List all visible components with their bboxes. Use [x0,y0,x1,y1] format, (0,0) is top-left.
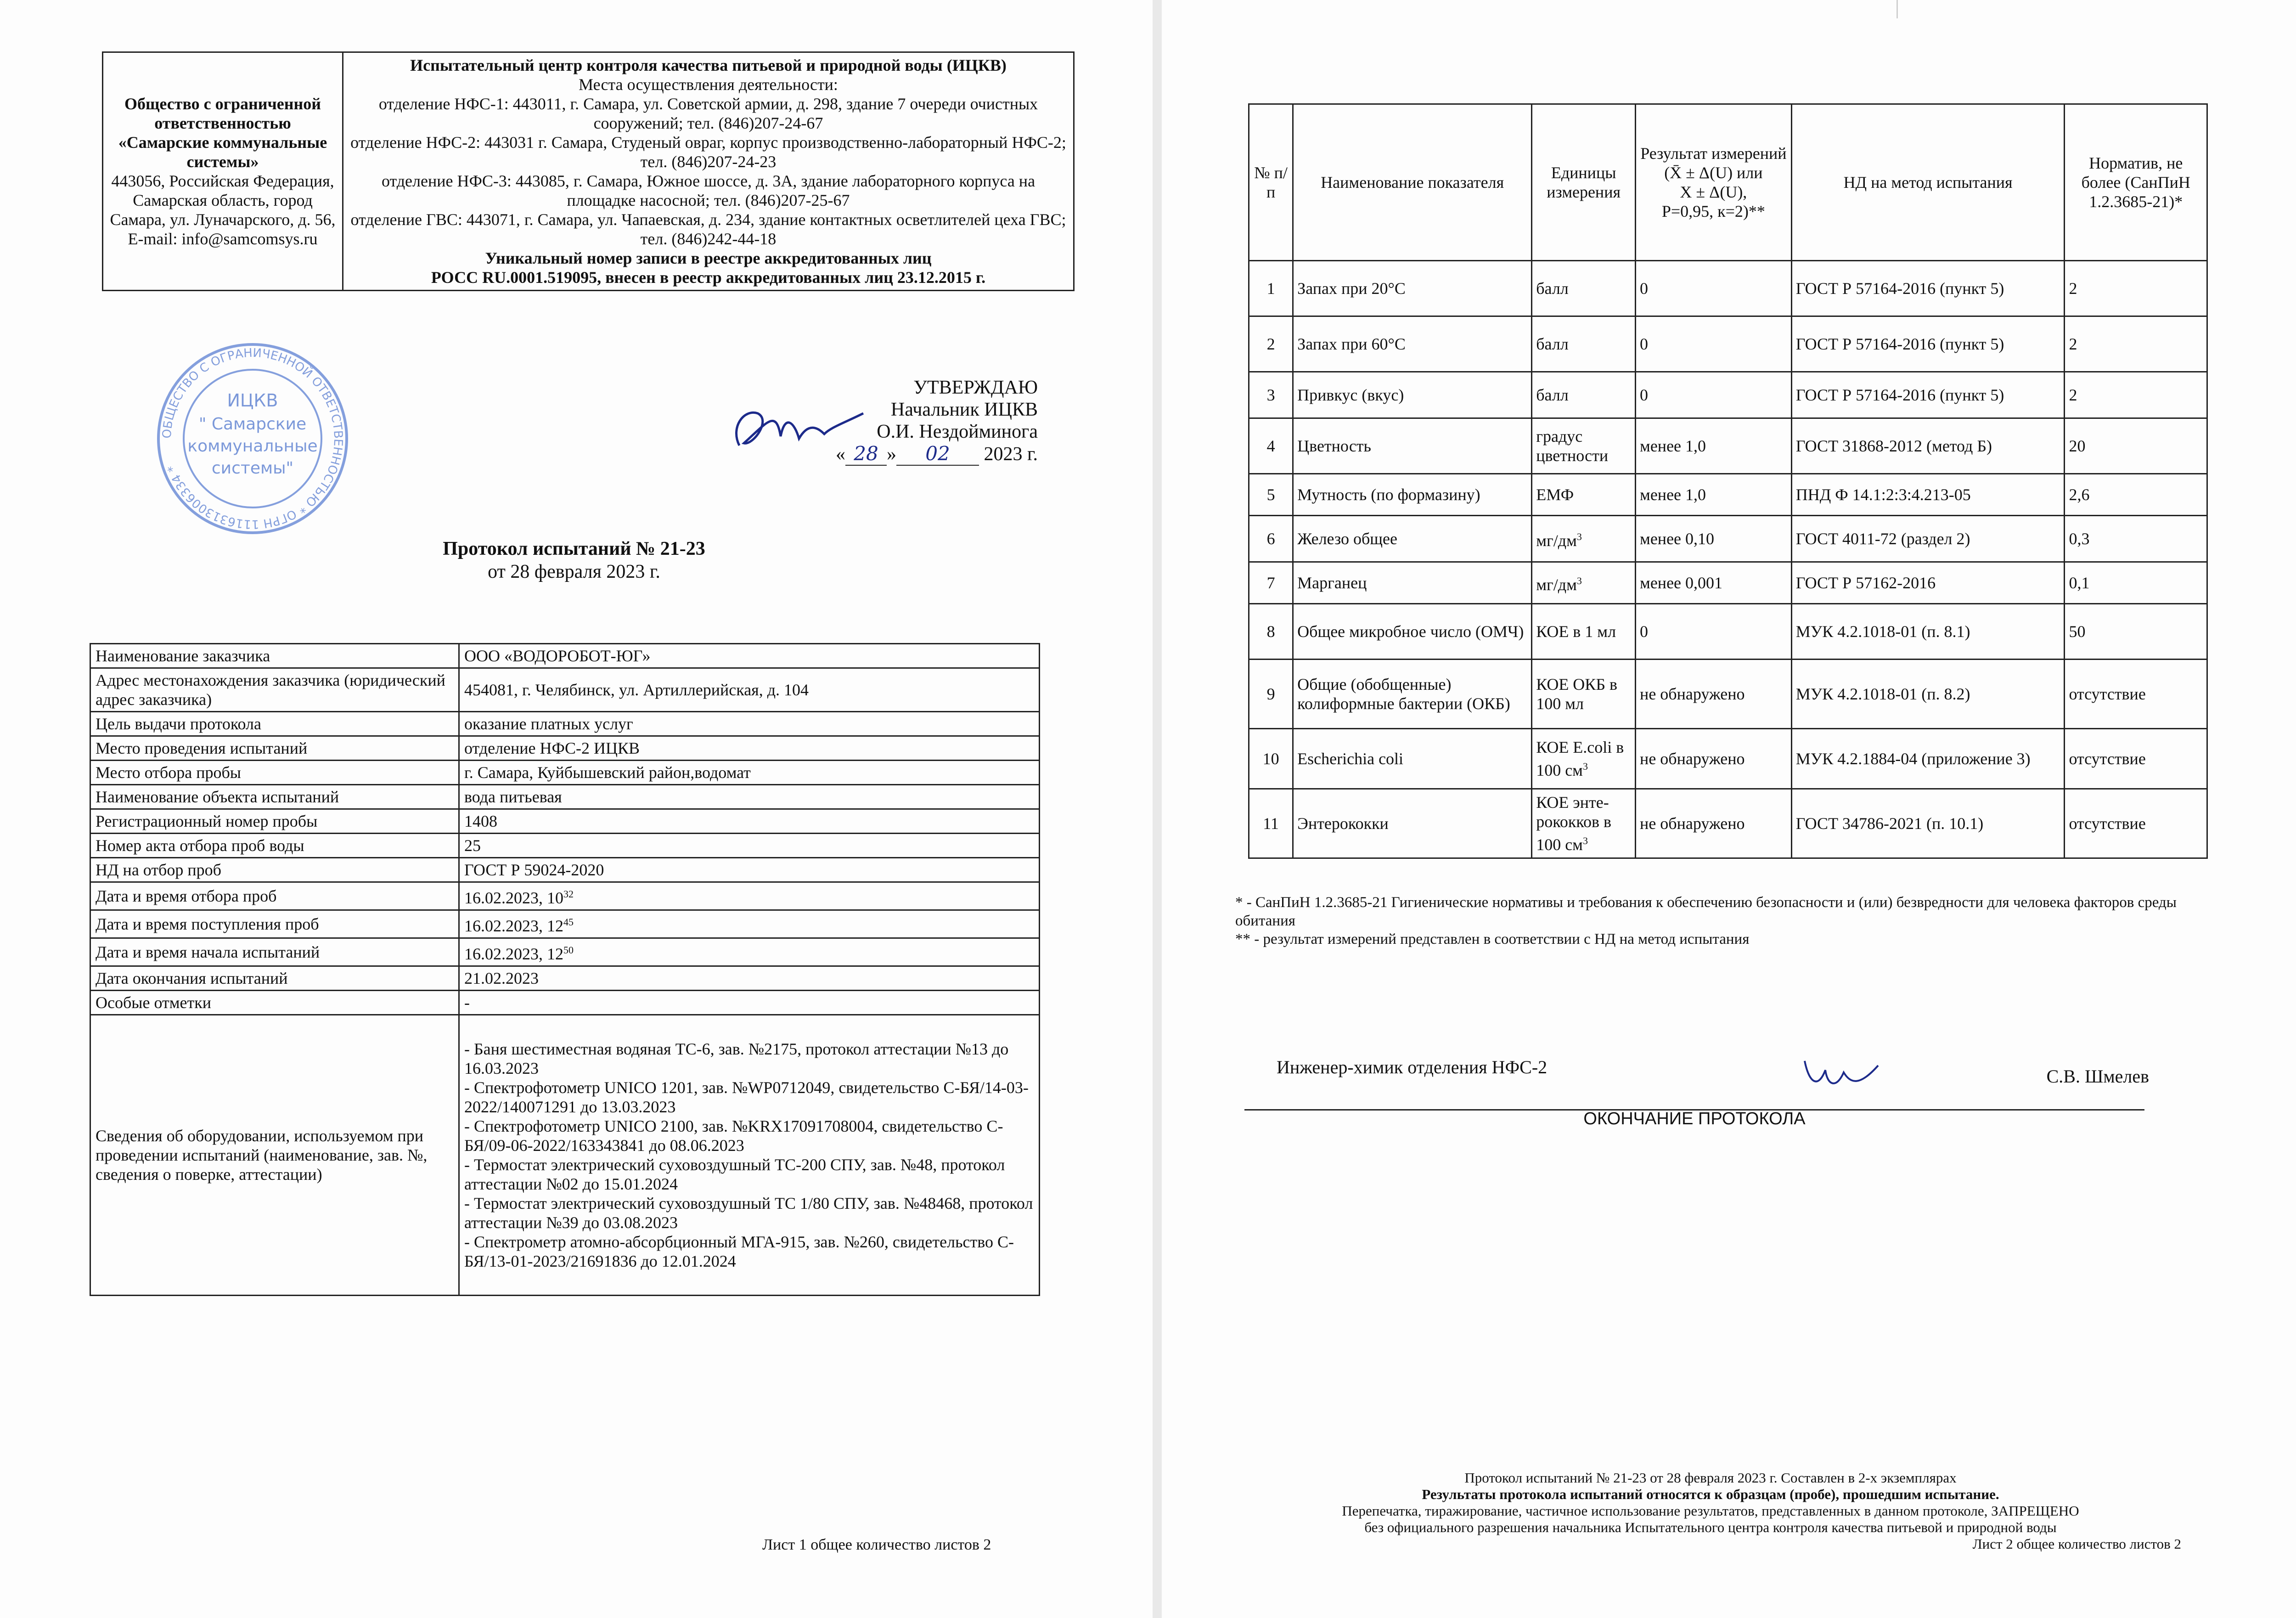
result-method [1791,516,2065,562]
result-norm [2065,261,2207,316]
info-row [90,668,1040,712]
result-unit [1532,562,1636,604]
info-value-text: 16.02.2023, 12 [464,945,563,963]
result-name [1293,604,1532,660]
result-num-text: 5 [1266,485,1275,504]
info-key: Регистрационный номер пробы [90,809,459,834]
info-value [459,938,1040,966]
engineer-role: Инженер-химик отделения НФС-2 [1277,1057,1548,1077]
result-header-2: (X̄ ± Δ(U) или [1664,163,1763,182]
unit-exponent: 3 [1576,575,1582,586]
info-row [90,712,1040,736]
sheet-number-1: Лист 1 общее количество листов 2 [762,1536,991,1553]
info-value-text: г. Самара, Куйбышевский район,водомат [464,763,751,782]
info-key: Особые отметки [90,991,459,1015]
info-value-text: 25 [464,836,481,855]
result-norm-text: отсутствие [2069,685,2146,703]
result-norm-text: 2 [2069,386,2077,404]
scan-edge [1896,0,1898,18]
result-norm-text: отсутствие [2069,814,2146,833]
col-unit-header: Единицы измерения [1532,104,1636,261]
result-method [1791,562,2065,604]
info-key: Наименование объекта испытаний [90,785,459,809]
result-value-text: 0 [1640,335,1649,353]
info-value-text: 16.02.2023, 12 [464,917,563,935]
info-value [459,809,1040,834]
approve-date: « 28 » 02 2023 г. [836,442,1038,465]
result-unit [1532,729,1636,789]
dept-1: отделение НФС-1: 443011, г. Самара, ул. Советской армии, д. 298, здание 7 очереди очистных сооружений; тел. (846)207-24-67 [378,95,1038,132]
result-method-text: ГОСТ 4011-72 (раздел 2) [1795,530,1970,548]
dept-3: отделение НФС-3: 443085, г. Самара, Южное шоссе, д. 3А, здание лабораторного корпуса на площадке насосной; тел. (846)207-25-67 [381,172,1035,209]
result-row [1249,474,2207,516]
result-num-text: 1 [1266,279,1275,298]
info-row [90,882,1040,910]
note-1: * - СанПиН 1.2.3685-21 Гигиенические нормативы и требования к обеспечению безопасности и (или) безвредности для человека факторов среды обитания [1235,894,2177,929]
info-key: НД на отбор проб [90,858,459,882]
result-unit-text: балл [1536,279,1569,298]
org-email: E-mail: info@samcomsys.ru [128,230,318,248]
stamp-ring-text: ОБЩЕСТВО С ОГРАНИЧЕННОЙ ОТВЕТСТВЕННОСТЬЮ * ОГРН 1116313006334 * [160,346,345,531]
col-norm-header: Норматив, не более (СанПиН 1.2.3685-21)* [2065,104,2207,261]
info-value-text: 16.02.2023, 10 [464,889,563,907]
info-row [90,761,1040,785]
result-unit [1532,372,1636,418]
protocol-title-block [276,537,872,583]
info-row [90,910,1040,938]
result-row [1249,660,2207,729]
approve-label: УТВЕРЖДАЮ [913,377,1038,398]
result-unit-text: КОЕ E.coli в 100 см [1536,738,1624,779]
result-unit [1532,660,1636,729]
info-value [459,712,1040,736]
info-value [459,882,1040,910]
stamp-line-3: коммунальные [187,437,318,456]
result-norm-text: 2 [2069,335,2077,353]
result-value-text: 0 [1640,386,1649,404]
result-name-text: Escherichia coli [1297,750,1404,768]
result-value-text: не обнаружено [1640,750,1745,768]
result-num [1249,316,1293,372]
info-table [90,643,1040,1296]
result-name-text: Запах при 20°С [1297,279,1406,298]
unit-exponent: 3 [1582,835,1588,846]
info-value-text: 21.02.2023 [464,969,539,987]
result-value-text: менее 1,0 [1640,437,1706,455]
result-row [1249,372,2207,418]
approve-position: Начальник ИЦКВ [890,399,1038,420]
col-num-header: № п/п [1249,104,1293,261]
info-value [459,966,1040,991]
info-value [459,644,1040,668]
footer-line-1: Протокол испытаний № 21-23 от 28 февраля 2023 г. Составлен в 2-х экземплярах [1464,1470,1957,1486]
result-norm-text: 20 [2069,437,2086,455]
result-num [1249,418,1293,474]
result-num-text: 11 [1263,814,1279,833]
result-norm-text: 2 [2069,279,2077,298]
result-name-text: Привкус (вкус) [1297,386,1404,404]
info-row [90,938,1040,966]
result-norm-text: 50 [2069,622,2086,641]
info-value-minutes: 45 [563,916,574,928]
result-norm [2065,729,2207,789]
info-value [459,834,1040,858]
org-address: 443056, Российская Федерация, Самарская область, город Самара, ул. Луначарского, д. 56, [110,172,336,229]
results-table [1248,103,2208,859]
result-method-text: ГОСТ Р 57164-2016 (пункт 5) [1795,335,2004,353]
note-2: ** - результат измерений представлен в соответствии с НД на метод испытания [1235,931,1750,947]
result-value-text: не обнаружено [1640,814,1745,833]
result-method [1791,604,2065,660]
result-num [1249,372,1293,418]
equipment-item: - Термостат электрический суховоздушный ТС 1/80 СПУ, зав. №48468, протокол аттестации №39 до 03.08.2023 [464,1194,1033,1232]
result-value [1636,316,1792,372]
footer-line-3: Перепечатка, тиражирование, частичное использование результатов, представленных в данном протоколе, ЗАПРЕЩЕНО [1342,1503,2079,1519]
result-name [1293,562,1532,604]
result-value [1636,660,1792,729]
result-num-text: 4 [1266,437,1275,455]
info-key: Наименование заказчика [90,644,459,668]
result-name-text: Общие (обобщенные) колиформные бактерии (ОКБ) [1297,675,1510,713]
result-name [1293,261,1532,316]
footer-line-4: без официального разрешения начальника Испытательного центра контроля качества питьевой и природной воды [1364,1519,2057,1535]
result-row [1249,516,2207,562]
info-value [459,761,1040,785]
result-num-text: 2 [1266,335,1275,353]
result-value [1636,604,1792,660]
approve-month: 02 [896,443,979,466]
result-num [1249,562,1293,604]
approval-block [716,377,1038,466]
result-name-text: Железо общее [1297,530,1397,548]
result-unit-text: ЕМФ [1536,485,1574,504]
result-row [1249,604,2207,660]
result-value [1636,516,1792,562]
info-row [90,834,1040,858]
result-value-text: менее 0,10 [1640,530,1715,548]
info-value [459,736,1040,761]
col-name-header: Наименование показателя [1293,104,1532,261]
result-unit-text: мг/дм [1536,531,1577,550]
info-value-text: - [464,993,470,1012]
result-header-4: Р=0,95, к=2)** [1661,202,1765,220]
result-method-text: ГОСТ Р 57162-2016 [1795,574,1936,592]
engineer-name: С.В. Шмелев [2046,1066,2149,1087]
info-key: Дата окончания испытаний [90,966,459,991]
approve-year: 2023 г. [984,444,1038,465]
result-method [1791,474,2065,516]
result-norm [2065,474,2207,516]
result-row [1249,789,2207,858]
info-row [90,736,1040,761]
result-method [1791,418,2065,474]
result-method-text: ГОСТ Р 57164-2016 (пункт 5) [1795,386,2004,404]
result-method-text: МУК 4.2.1884-04 (приложение 3) [1795,750,2031,768]
result-value [1636,562,1792,604]
result-norm [2065,789,2207,858]
result-value [1636,474,1792,516]
info-value [459,991,1040,1015]
result-name [1293,418,1532,474]
result-unit [1532,604,1636,660]
result-method-text: ГОСТ 31868-2012 (метод Б) [1795,437,1992,455]
equipment-item: - Термостат электрический суховоздушный ТС-200 СПУ, зав. №48, протокол аттестации №02 до 15.01.2024 [464,1156,1005,1193]
result-row [1249,261,2207,316]
info-key: Дата и время начала испытаний [90,938,459,966]
result-unit-text: балл [1536,386,1569,404]
result-method-text: ГОСТ 34786-2021 (п. 10.1) [1795,814,1984,833]
result-unit-text: градус цветности [1536,427,1609,465]
result-method-text: МУК 4.2.1018-01 (п. 8.1) [1795,622,1970,641]
sheet-number-2: Лист 2 общее количество листов 2 [1972,1536,2181,1552]
result-name-text: Мутность (по формазину) [1297,485,1480,504]
result-unit-text: балл [1536,335,1569,353]
result-method [1791,316,2065,372]
engineer-signature [1800,1052,1883,1093]
dept-2: отделение НФС-2: 443031 г. Самара, Студеный овраг, корпус производственно-лабораторный НФС-2; тел. (846)207-24-23 [350,133,1066,171]
result-row [1249,562,2207,604]
info-key: Номер акта отбора проб воды [90,834,459,858]
info-value-text: вода питьевая [464,788,562,806]
info-row [90,785,1040,809]
info-value-text: оказание платных услуг [464,715,633,733]
result-method [1791,660,2065,729]
result-norm [2065,372,2207,418]
result-norm [2065,316,2207,372]
result-norm-text: отсутствие [2069,750,2146,768]
result-row [1249,418,2207,474]
info-row [90,809,1040,834]
result-unit [1532,474,1636,516]
result-value-text: 0 [1640,279,1649,298]
unit-exponent: 3 [1576,531,1582,542]
info-value [459,668,1040,712]
equipment-label: Сведения об оборудовании, используемом при проведении испытаний (наименование, зав. №, сведения о поверке, аттестации) [90,1015,459,1296]
approve-day: 28 [845,443,887,466]
result-method [1791,789,2065,858]
result-unit [1532,418,1636,474]
result-name [1293,660,1532,729]
col-method-header: НД на метод испытания [1791,104,2065,261]
result-name [1293,729,1532,789]
result-name-text: Запах при 60°С [1297,335,1406,353]
places-title: Места осуществления деятельности: [579,75,838,94]
info-key: Цель выдачи протокола [90,712,459,736]
info-value-text: отделение НФС-2 ИЦКВ [464,739,640,757]
result-unit [1532,516,1636,562]
info-row [90,858,1040,882]
result-name-text: Марганец [1297,574,1367,592]
unit-exponent: 3 [1582,761,1588,772]
approve-name: О.И. Нездойминога [877,421,1038,442]
result-name-text: Цветность [1297,437,1371,455]
result-value [1636,261,1792,316]
result-unit-text: КОЕ энте-рококков в 100 см [1536,793,1612,854]
result-num [1249,474,1293,516]
result-unit-text: КОЕ ОКБ в 100 мл [1536,675,1617,713]
result-value-text: 0 [1640,622,1649,641]
result-method [1791,372,2065,418]
info-key: Дата и время отбора проб [90,882,459,910]
org-cell [103,52,343,291]
notes-block [1235,893,2181,948]
result-unit [1532,316,1636,372]
result-value [1636,789,1792,858]
info-value [459,858,1040,882]
stamp-line-4: системы" [211,459,294,478]
equipment-item: - Баня шестиместная водяная ТС-6, зав. №2175, протокол аттестации №13 до 16.03.2023 [464,1040,1009,1077]
result-name-text: Энтерококки [1297,814,1389,833]
info-value-minutes: 50 [563,944,574,956]
center-cell [343,52,1074,291]
info-key: Дата и время поступления проб [90,910,459,938]
result-num [1249,516,1293,562]
stamp-line-1: ИЦКВ [227,390,278,411]
org-name: Общество с ограниченной ответственностью «Самарские коммунальные системы» [118,95,327,171]
protocol-title: Протокол испытаний № 21-23 [443,538,705,559]
stamp-line-2: " Самарские [198,415,307,434]
result-num [1249,261,1293,316]
result-row [1249,729,2207,789]
result-num-text: 10 [1262,750,1279,768]
result-method-text: ГОСТ Р 57164-2016 (пункт 5) [1795,279,2004,298]
result-norm [2065,562,2207,604]
info-row [90,991,1040,1015]
result-name [1293,372,1532,418]
dept-4: отделение ГВС: 443071, г. Самара, ул. Чапаевская, д. 234, здание контактных осветлителей цеха ГВС; тел. (846)242-44-18 [350,210,1066,248]
result-num [1249,729,1293,789]
header-table [102,51,1075,291]
info-value-text: ООО «ВОДОРОБОТ-ЮГ» [464,647,651,665]
result-num [1249,604,1293,660]
equipment-item: - Спектрофотометр UNICO 2100, зав. №KRX17091708004, свидетельство С-БЯ/09-06-2022/163343841 до 08.06.2023 [464,1117,1003,1155]
result-header-1: Результат измерений [1640,144,1787,163]
info-value-text: 454081, г. Челябинск, ул. Артиллерийская, д. 104 [464,681,809,699]
result-value-text: менее 0,001 [1640,574,1723,592]
result-method [1791,729,2065,789]
end-of-protocol: ОКОНЧАНИЕ ПРОТОКОЛА [1583,1109,1806,1128]
footer-page-2 [1240,1470,2181,1552]
footer-line-2: Результаты протокола испытаний относятся к образцам (пробе), прошедшим испытание. [1422,1486,1999,1502]
result-norm-text: 0,1 [2069,574,2090,592]
round-stamp [156,342,349,535]
result-method [1791,261,2065,316]
registry-line-2: РОСС RU.0001.519095, внесен в реестр аккредитованных лиц 23.12.2015 г. [431,268,986,287]
result-value [1636,372,1792,418]
registry-line-1: Уникальный номер записи в реестре аккредитованных лиц [485,249,932,267]
info-row [90,966,1040,991]
result-norm-text: 0,3 [2069,530,2090,548]
info-key: Место проведения испытаний [90,736,459,761]
protocol-date: от 28 февраля 2023 г. [488,561,660,582]
center-title: Испытательный центр контроля качества питьевой и природной воды (ИЦКВ) [410,56,1007,74]
equipment-item: - Спектрофотометр UNICO 1201, зав. №WP0712049, свидетельство С-БЯ/14-03-2022/140071291 до 13.03.2023 [464,1078,1029,1116]
result-norm [2065,604,2207,660]
result-name [1293,789,1532,858]
result-norm [2065,418,2207,474]
result-unit-text: мг/дм [1536,575,1577,594]
info-value-text: ГОСТ Р 59024-2020 [464,861,604,879]
result-value-text: менее 1,0 [1640,485,1706,504]
info-value-text: 1408 [464,812,497,830]
result-num-text: 7 [1266,574,1275,592]
result-num [1249,789,1293,858]
result-unit [1532,261,1636,316]
result-method-text: ПНД Ф 14.1:2:3:4.213-05 [1795,485,1971,504]
info-key: Место отбора пробы [90,761,459,785]
result-num-text: 3 [1266,386,1275,404]
result-value [1636,729,1792,789]
result-norm [2065,516,2207,562]
info-value-minutes: 32 [563,888,574,900]
result-num-text: 9 [1266,685,1275,703]
equipment-item: - Спектрометр атомно-абсорбционный МГА-915, зав. №260, свидетельство С-БЯ/13-01-2023/21691836 до 12.01.2024 [464,1233,1014,1270]
result-name [1293,474,1532,516]
result-value [1636,418,1792,474]
result-header-3: X ± Δ(U), [1680,183,1747,201]
equipment-cell [459,1015,1040,1296]
result-name-text: Общее микробное число (ОМЧ) [1297,622,1524,641]
result-unit-text: КОЕ в 1 мл [1536,622,1616,641]
result-row [1249,316,2207,372]
col-result-header [1636,104,1792,261]
result-unit [1532,789,1636,858]
result-num-text: 8 [1266,622,1275,641]
result-name [1293,516,1532,562]
info-row [90,644,1040,668]
result-num-text: 6 [1266,530,1275,548]
info-key: Адрес местонахождения заказчика (юридический адрес заказчика) [90,668,459,712]
info-value [459,910,1040,938]
result-num [1249,660,1293,729]
result-method-text: МУК 4.2.1018-01 (п. 8.2) [1795,685,1970,703]
result-norm [2065,660,2207,729]
page-gutter [1153,0,1162,1618]
result-value-text: не обнаружено [1640,685,1745,703]
result-norm-text: 2,6 [2069,485,2090,504]
info-value [459,785,1040,809]
result-name [1293,316,1532,372]
